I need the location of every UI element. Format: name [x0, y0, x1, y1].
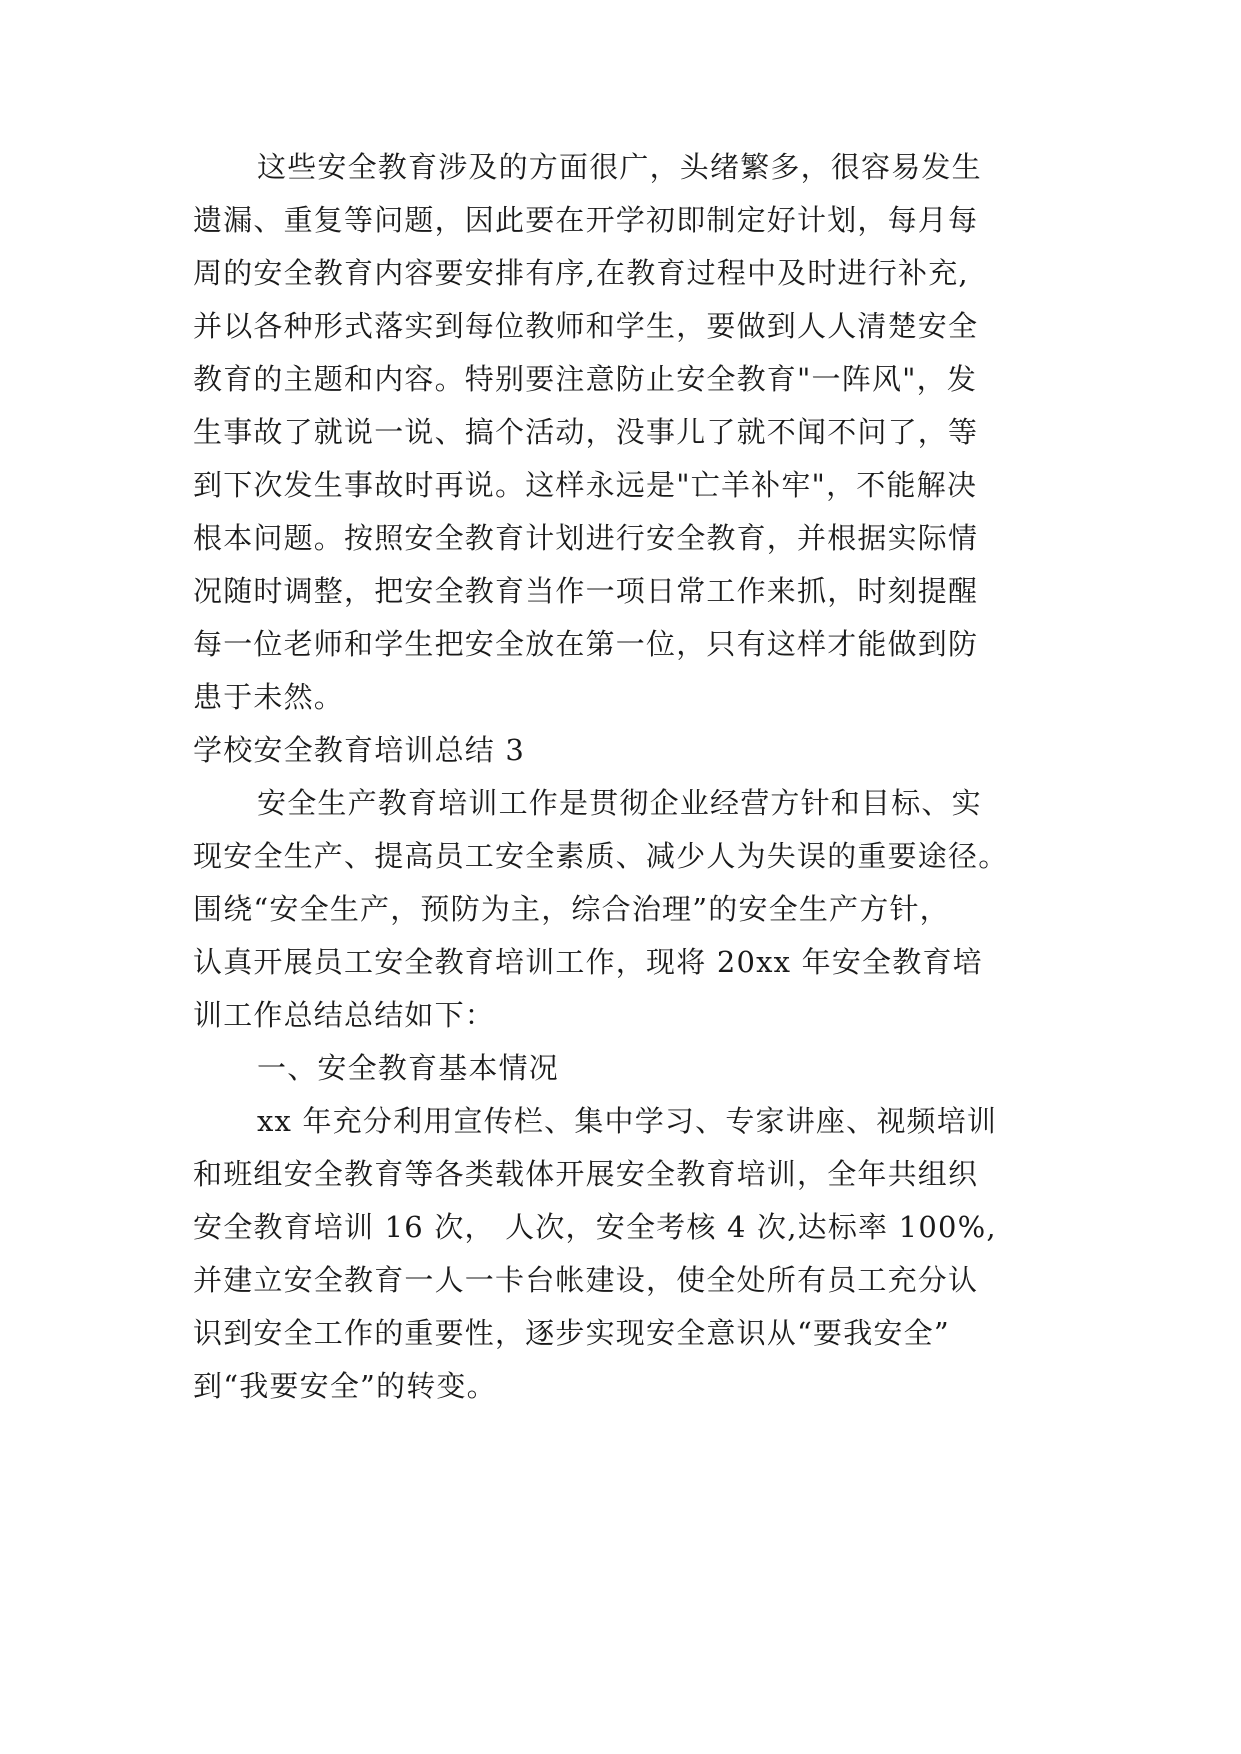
paragraph-line: 患于未然。 [193, 680, 345, 714]
paragraph-line: 根本问题。按照安全教育计划进行安全教育，并根据实际情 [193, 521, 979, 555]
paragraph-line: 安全教育培训 16 次， 人次，安全考核 4 次,达标率 100%, [193, 1210, 997, 1244]
paragraph-line: 现安全生产、提高员工安全素质、减少人为失误的重要途径。 [193, 839, 1009, 873]
paragraph-line: 围绕“安全生产，预防为主，综合治理”的安全生产方针， [193, 892, 950, 926]
paragraph-line: 每一位老师和学生把安全放在第一位，只有这样才能做到防 [193, 627, 979, 661]
paragraph-line: 训工作总结总结如下： [193, 998, 496, 1032]
subsection-heading: 一、安全教育基本情况 [257, 1051, 560, 1085]
section-heading: 学校安全教育培训总结 3 [193, 733, 526, 767]
paragraph-line: 生事故了就说一说、搞个活动，没事儿了就不闻不问了，等 [193, 415, 979, 449]
paragraph-line: 遗漏、重复等问题，因此要在开学初即制定好计划，每月每 [193, 203, 979, 237]
paragraph-line: 安全生产教育培训工作是贯彻企业经营方针和目标、实 [257, 786, 982, 820]
paragraph-line: 况随时调整，把安全教育当作一项日常工作来抓，时刻提醒 [193, 574, 979, 608]
paragraph-line: 到下次发生事故时再说。这样永远是"亡羊补牢"，不能解决 [193, 468, 978, 502]
paragraph-line: 到“我要安全”的转变。 [193, 1369, 497, 1403]
paragraph-line: 教育的主题和内容。特别要注意防止安全教育"一阵风"，发 [193, 362, 978, 396]
paragraph-line: 周的安全教育内容要安排有序,在教育过程中及时进行补充, [193, 256, 969, 290]
paragraph-line: xx 年充分利用宣传栏、集中学习、专家讲座、视频培训 [257, 1104, 998, 1138]
paragraph-line: 这些安全教育涉及的方面很广，头绪繁多，很容易发生 [257, 150, 982, 184]
paragraph-line: 并建立安全教育一人一卡台帐建设，使全处所有员工充分认 [193, 1263, 979, 1297]
paragraph-line: 识到安全工作的重要性，逐步实现安全意识从“要我安全” [193, 1316, 950, 1350]
paragraph-line: 认真开展员工安全教育培训工作，现将 20xx 年安全教育培 [193, 945, 983, 979]
paragraph-line: 并以各种形式落实到每位教师和学生，要做到人人清楚安全 [193, 309, 979, 343]
paragraph-line: 和班组安全教育等各类载体开展安全教育培训，全年共组织 [193, 1157, 979, 1191]
